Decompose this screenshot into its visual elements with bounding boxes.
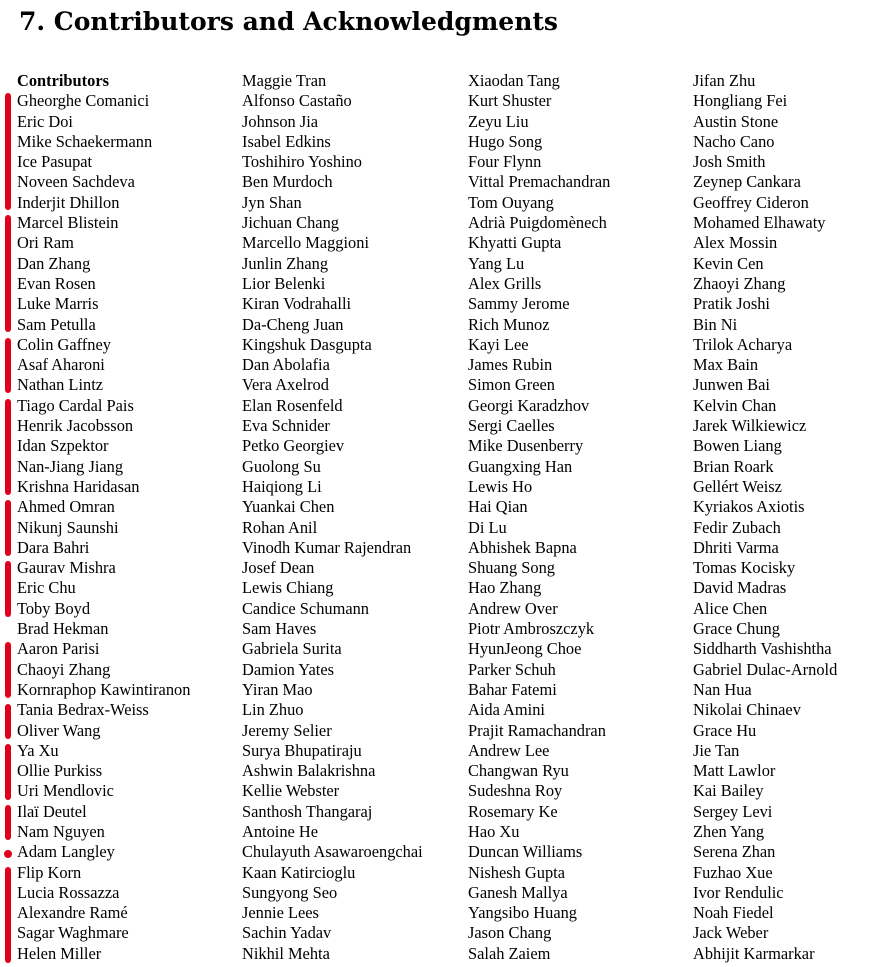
contributor-name: Noah Fiedel (693, 903, 774, 923)
contributor-name: Antoine He (242, 821, 319, 841)
contributor-name: Hongliang Fei (693, 91, 788, 111)
contributor-name: Nan Hua (693, 679, 752, 699)
contributor-name: Junlin Zhang (242, 253, 329, 273)
contributor-name: Hao Zhang (468, 578, 542, 598)
contributor-name: Abhishek Bapna (468, 537, 577, 557)
contributor-name: Jarek Wilkiewicz (693, 416, 807, 436)
contributor-name: Ori Ram (17, 233, 74, 253)
contributor-name: Max Bain (693, 355, 759, 375)
contributors-subheading: Contributors (17, 71, 109, 90)
contributor-name: Bin Ni (693, 314, 738, 334)
contributor-name: Kingshuk Dasgupta (242, 334, 372, 354)
contributor-name: Brian Roark (693, 456, 774, 476)
contributor-name: Jack Weber (693, 923, 769, 943)
contributor-name: Kyriakos Axiotis (693, 497, 805, 517)
contributor-name: Zeyu Liu (468, 111, 529, 131)
contributor-name: Ice Pasupat (17, 152, 93, 172)
contributor-name: Lewis Chiang (242, 578, 334, 598)
contributor-name: Josef Dean (242, 558, 315, 578)
contributor-name: Uri Mendlovic (17, 781, 114, 801)
contributor-name: Evan Rosen (17, 273, 96, 293)
contributor-name: Vinodh Kumar Rajendran (242, 537, 412, 557)
contributor-name: Tiago Cardal Pais (17, 395, 134, 415)
contributor-name: Pratik Joshi (693, 294, 770, 314)
contributor-name: Marcello Maggioni (242, 233, 369, 253)
contributor-name: Hugo Song (468, 131, 543, 151)
contributor-name: Georgi Karadzhov (468, 395, 590, 415)
contributor-name: Junwen Bai (693, 375, 770, 395)
contributor-name: Idan Szpektor (17, 436, 109, 456)
contributor-name: Henrik Jacobsson (17, 416, 134, 436)
contributor-name: Abhijit Karmarkar (693, 943, 815, 963)
contributor-name: Jason Chang (468, 923, 552, 943)
contributor-name: Ya Xu (17, 740, 59, 760)
contributor-name: Piotr Ambroszczyk (468, 619, 595, 639)
contributor-name: Simon Green (468, 375, 555, 395)
contributor-name: Kornraphop Kawintiranon (17, 679, 191, 699)
contributor-name: Noveen Sachdeva (17, 172, 135, 192)
contributor-name: Yuankai Chen (242, 497, 335, 517)
contributor-name: Lewis Ho (468, 476, 533, 496)
contributor-name: Aaron Parisi (17, 639, 100, 659)
contributor-name: Ahmed Omran (17, 497, 115, 517)
contributor-name: Guolong Su (242, 456, 321, 476)
contributor-name: Alexandre Ramé (17, 903, 128, 923)
contributor-name: Fuzhao Xue (693, 862, 773, 882)
contributor-name: HyunJeong Choe (468, 639, 582, 659)
contributor-name: Adam Langley (17, 842, 115, 862)
contributor-name: Aida Amini (468, 700, 545, 720)
contributor-name: Vera Axelrod (242, 375, 329, 395)
contributor-name: Geoffrey Cideron (693, 192, 809, 212)
contributor-name: Marcel Blistein (17, 213, 119, 233)
contributor-name: Gheorghe Comanici (17, 91, 150, 111)
contributor-name: James Rubin (468, 355, 553, 375)
contributor-name: Asaf Aharoni (17, 355, 105, 375)
contributor-name: Lior Belenki (242, 273, 326, 293)
contributor-name: Nam Nguyen (17, 821, 105, 841)
contributor-name: Santhosh Thangaraj (242, 801, 373, 821)
contributor-name: Lin Zhuo (242, 700, 304, 720)
contributor-name: Di Lu (468, 517, 507, 537)
contributor-name: Elan Rosenfeld (242, 395, 343, 415)
contributor-name: Yangsibo Huang (468, 903, 577, 923)
contributors-column-2 (242, 71, 423, 964)
contributor-name: Mike Schaekermann (17, 131, 153, 151)
contributor-name: Zeynep Cankara (693, 172, 801, 192)
contributor-name: Grace Hu (693, 720, 757, 740)
contributor-name: Trilok Acharya (693, 334, 793, 354)
contributor-name: Rosemary Ke (468, 801, 558, 821)
contributor-name: Zhaoyi Zhang (693, 273, 786, 293)
contributor-name: Jifan Zhu (693, 71, 756, 90)
contributor-name: Salah Zaiem (468, 943, 551, 963)
contributor-name: Eva Schnider (242, 416, 330, 436)
contributor-name: Alice Chen (693, 598, 768, 618)
contributor-name: Sagar Waghmare (17, 923, 129, 943)
contributor-name: Chaoyi Zhang (17, 659, 111, 679)
contributor-name: Gabriel Dulac-Arnold (693, 659, 838, 679)
contributors-column-1 (17, 71, 190, 964)
contributor-name: Kellie Webster (242, 781, 340, 801)
contributor-name: Kiran Vodrahalli (242, 294, 352, 314)
contributor-name: Andrew Lee (468, 740, 550, 760)
contributor-name: Dan Abolafia (242, 355, 330, 375)
annotation-dot (4, 850, 12, 858)
contributor-name: Matt Lawlor (693, 761, 776, 781)
contributor-name: Yang Lu (468, 253, 525, 273)
contributor-name: Ilaï Deutel (17, 801, 87, 821)
contributor-name: Ashwin Balakrishna (242, 761, 376, 781)
contributor-name: Colin Gaffney (17, 334, 111, 354)
contributor-name: Flip Korn (17, 862, 82, 882)
contributor-name: Duncan Williams (468, 842, 583, 862)
contributor-name: Eric Chu (17, 578, 76, 598)
contributor-name: Toshihiro Yoshino (242, 152, 362, 172)
contributor-name: Ganesh Mallya (468, 882, 568, 902)
contributor-name: Hao Xu (468, 821, 520, 841)
contributor-name: Helen Miller (17, 943, 102, 963)
contributor-name: Zhen Yang (693, 821, 765, 841)
contributor-name: Nan-Jiang Jiang (17, 456, 124, 476)
contributor-name: Austin Stone (693, 111, 779, 131)
contributor-name: Surya Bhupatiraju (242, 740, 362, 760)
contributor-name: Haiqiong Li (242, 476, 322, 496)
contributor-name: Kayi Lee (468, 334, 529, 354)
contributor-name: Jyn Shan (242, 192, 302, 212)
contributors-column-4 (693, 71, 837, 964)
contributor-name: Jichuan Chang (242, 213, 339, 233)
contributor-name: Parker Schuh (468, 659, 556, 679)
contributor-name: Siddharth Vashishtha (693, 639, 832, 659)
contributor-name: Sungyong Seo (242, 882, 338, 902)
contributor-name: Xiaodan Tang (468, 71, 560, 90)
contributor-name: Sergi Caelles (468, 416, 555, 436)
contributor-name: Mohamed Elhawaty (693, 213, 826, 233)
contributor-name: Kelvin Chan (693, 395, 777, 415)
contributor-name: Guangxing Han (468, 456, 573, 476)
contributor-name: Four Flynn (468, 152, 542, 172)
contributor-name: Da-Cheng Juan (242, 314, 344, 334)
contributor-name: Brad Hekman (17, 619, 109, 639)
section-title: 7. Contributors and Acknowledgments (19, 7, 558, 36)
contributor-name: Alex Mossin (693, 233, 778, 253)
contributor-name: Nikhil Mehta (242, 943, 330, 963)
contributor-name: Chulayuth Asawaroengchai (242, 842, 423, 862)
contributor-name: Tom Ouyang (468, 192, 554, 212)
contributor-name: Alfonso Castaño (242, 91, 352, 111)
contributor-name: Grace Chung (693, 619, 780, 639)
contributor-name: Luke Marris (17, 294, 99, 314)
contributor-name: Jie Tan (693, 740, 740, 760)
contributor-name: David Madras (693, 578, 787, 598)
contributor-name: Rich Munoz (468, 314, 550, 334)
contributor-name: Lucia Rossazza (17, 882, 120, 902)
contributor-name: Isabel Edkins (242, 131, 331, 151)
contributor-name: Johnson Jia (242, 111, 319, 131)
contributor-name: Sudeshna Roy (468, 781, 563, 801)
contributor-name: Rohan Anil (242, 517, 318, 537)
contributor-name: Gellért Weisz (693, 476, 782, 496)
contributor-name: Candice Schumann (242, 598, 369, 618)
contributor-name: Nishesh Gupta (468, 862, 565, 882)
contributor-name: Ivor Rendulic (693, 882, 784, 902)
contributor-name: Kevin Cen (693, 253, 764, 273)
contributor-name: Maggie Tran (242, 71, 327, 90)
contributor-name: Sam Petulla (17, 314, 96, 334)
contributor-name: Eric Doi (17, 111, 73, 131)
contributor-name: Mike Dusenberry (468, 436, 584, 456)
contributor-name: Nikolai Chinaev (693, 700, 801, 720)
contributor-name: Adrià Puigdomènech (468, 213, 607, 233)
contributor-name: Ben Murdoch (242, 172, 333, 192)
contributor-name: Dhriti Varma (693, 537, 779, 557)
contributor-name: Vittal Premachandran (468, 172, 611, 192)
contributor-name: Oliver Wang (17, 720, 101, 740)
contributor-name: Prajit Ramachandran (468, 720, 606, 740)
contributor-name: Nikunj Saunshi (17, 517, 119, 537)
contributor-name: Ollie Purkiss (17, 761, 103, 781)
contributor-name: Sam Haves (242, 619, 317, 639)
contributor-name: Nathan Lintz (17, 375, 104, 395)
contributor-name: Fedir Zubach (693, 517, 781, 537)
contributor-name: Hai Qian (468, 497, 528, 517)
contributor-name: Sergey Levi (693, 801, 773, 821)
contributor-name: Petko Georgiev (242, 436, 345, 456)
contributor-name: Dan Zhang (17, 253, 91, 273)
contributor-name: Dara Bahri (17, 537, 90, 557)
contributors-column-3 (468, 71, 610, 964)
contributor-name: Tania Bedrax-Weiss (17, 700, 149, 720)
contributor-name: Jennie Lees (242, 903, 319, 923)
contributor-name: Jeremy Selier (242, 720, 332, 740)
contributor-name: Shuang Song (468, 558, 555, 578)
contributor-name: Yiran Mao (242, 679, 313, 699)
contributor-name: Gaurav Mishra (17, 558, 116, 578)
contributor-name: Andrew Over (468, 598, 558, 618)
contributor-name: Changwan Ryu (468, 761, 569, 781)
contributor-name: Bahar Fatemi (468, 679, 557, 699)
contributor-name: Krishna Haridasan (17, 476, 140, 496)
contributor-name: Toby Boyd (17, 598, 91, 618)
contributor-name: Khyatti Gupta (468, 233, 562, 253)
contributor-name: Josh Smith (693, 152, 766, 172)
contributor-name: Bowen Liang (693, 436, 782, 456)
contributor-name: Nacho Cano (693, 131, 775, 151)
contributor-name: Kurt Shuster (468, 91, 552, 111)
contributor-name: Sachin Yadav (242, 923, 332, 943)
contributor-name: Alex Grills (468, 273, 542, 293)
contributor-name: Sammy Jerome (468, 294, 570, 314)
contributor-name: Inderjit Dhillon (17, 192, 120, 212)
contributor-name: Gabriela Surita (242, 639, 342, 659)
contributor-name: Damion Yates (242, 659, 334, 679)
contributor-name: Kai Bailey (693, 781, 764, 801)
contributor-name: Serena Zhan (693, 842, 776, 862)
contributor-name: Kaan Katircioglu (242, 862, 356, 882)
contributor-name: Tomas Kocisky (693, 558, 796, 578)
